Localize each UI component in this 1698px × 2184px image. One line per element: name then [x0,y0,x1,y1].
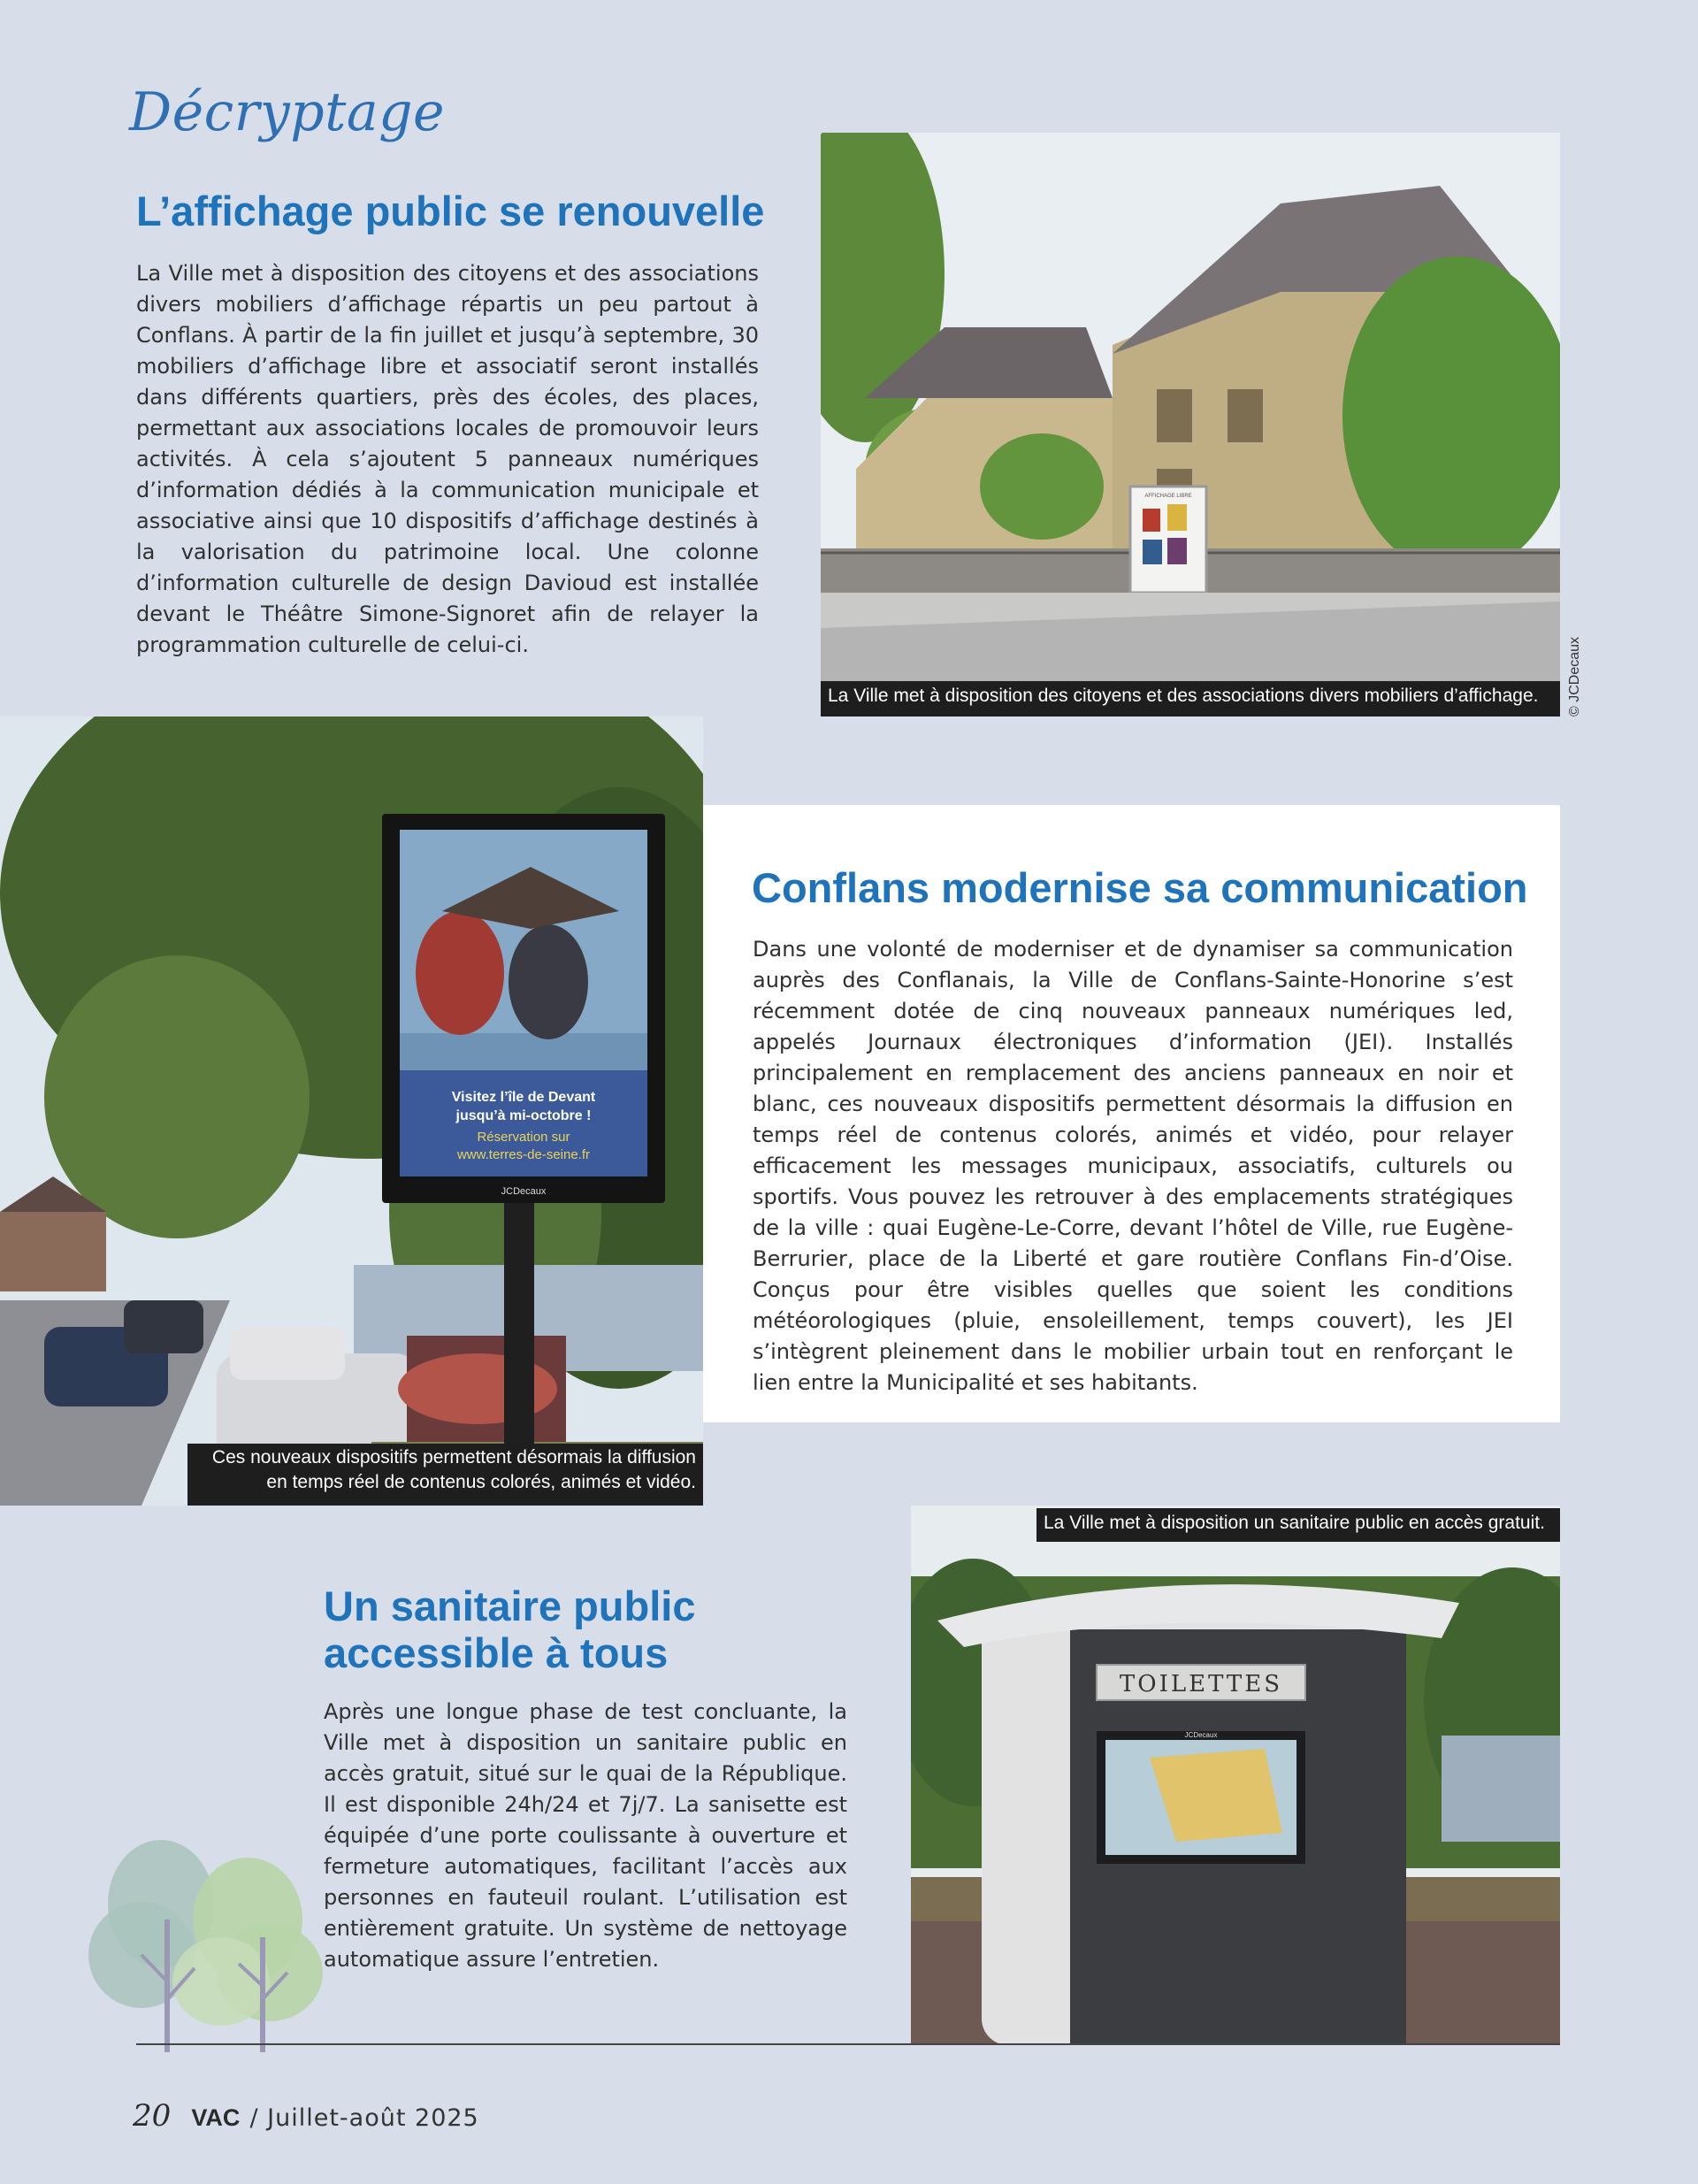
article1-title: L’affichage public se renouvelle [136,188,765,234]
magazine-name: VAC [191,2104,241,2131]
poster-panel-label: AFFICHAGE LIBRE [1144,494,1192,499]
issue-date: / Juillet-août 2025 [249,2104,479,2132]
article1-body: La Ville met à disposition des citoyens et des associations divers mobiliers d’affichage répartis un peu partout à Conflans. À partir de la fin juillet et jusqu’à septembre, 30 mobiliers d’affichage libre et associatif seront installés dans différents quartiers, près des écoles, des places, permettant aux associations locales de promouvoir leurs activités. À cela s’ajoutent 5 panneaux numériques d’information dédiés à la communication municipale et associative ainsi que 10 dispositifs d’affichage destinés à la valorisation du patrimoine local. Une colonne d’information culturelle de design Davioud est installée devant le Théâtre Simone-Signoret afin de relayer la programmation culturelle de celui-ci. [136,261,759,657]
photo-credit: © JCDecaux [1567,636,1582,717]
photo-digital-billboard [0,717,703,1506]
footer [133,2098,479,2139]
billboard-text-3: Réservation sur [477,1130,570,1145]
article3-title-line1: Un sanitaire public [324,1582,696,1629]
section-label: Décryptage [129,81,446,143]
photo2-caption-line1: Ces nouveaux dispositifs permettent désormais la diffusion [211,1447,696,1467]
photo-public-toilet [911,1506,1560,2045]
toilet-sign: TOILETTES [1119,1671,1283,1697]
article3-title [324,1583,819,1676]
photo2-caption [187,1444,703,1506]
bottom-rule [136,2043,1560,2045]
tree-illustration [80,1822,363,2052]
billboard-text-2: jusqu’à mi-octobre ! [455,1108,592,1123]
article2-body: Dans une volonté de moderniser et de dynamiser sa communication auprès des Conflanais, la Ville de Conflans-Sainte-Honorine s’est récemment dotée de cinq nouveaux panneaux numériques led, appelés Journaux électroniques d’information (JEI). Installés principalement en remplacement des anciens panneaux en noir et blanc, ces nouveaux dispositifs permettent désormais la diffusion en temps réel de contenus colorés, animés et vidéo, pour relayer efficacement les messages municipaux, associatifs, culturels ou sportifs. Vous pouvez les retrouver à des emplacements stratégiques de la ville : quai Eugène-Le-Corre, devant l’hôtel de Ville, rue Eugène-Berrurier, place de la Liberté et gare routière Conflans Fin-d’Oise. Conçus pour être visibles quelles que soient les conditions météorologiques (pluie, ensoleillement, temps couvert), les JEI s’intègrent pleinement dans le mobilier urbain tout en renforçant le lien entre la Municipalité et ses habitants. [753,937,1513,1395]
billboard-text-4: www.terres-de-seine.fr [456,1147,591,1162]
photo1-caption: La Ville met à disposition des citoyens et des associations divers mobiliers d’affichage. [821,681,1560,717]
article3-body: Après une longue phase de test concluante, la Ville met à disposition un sanitaire public en accès gratuit, situé sur le quai de la République. Il est disponible 24h/24 et 7j/7. La sanisette est équipée d’une porte coulissante à ouverture et fermeture automatiques, facilitant l’accès aux personnes en fauteuil roulant. L’utilisation est entièrement gratuite. Un système de nettoyage automatique assure l’entretien. [324,1699,847,1972]
article3-title-line2: accessible à tous [324,1628,669,1676]
billboard-brand: JCDecaux [501,1186,547,1197]
toilet-screen-brand: JCDecaux [1184,1731,1218,1739]
billboard-text-1: Visitez l’île de Devant [451,1090,596,1105]
page-number: 20 [133,2098,172,2134]
photo3-caption: La Ville met à disposition un sanitaire public en accès gratuit. [1036,1508,1560,1542]
photo-poster-board [821,133,1560,681]
photo2-caption-line2: en temps réel de contenus colorés, animés et vidéo. [266,1472,696,1492]
article2-title: Conflans modernise sa communication [752,864,1528,911]
